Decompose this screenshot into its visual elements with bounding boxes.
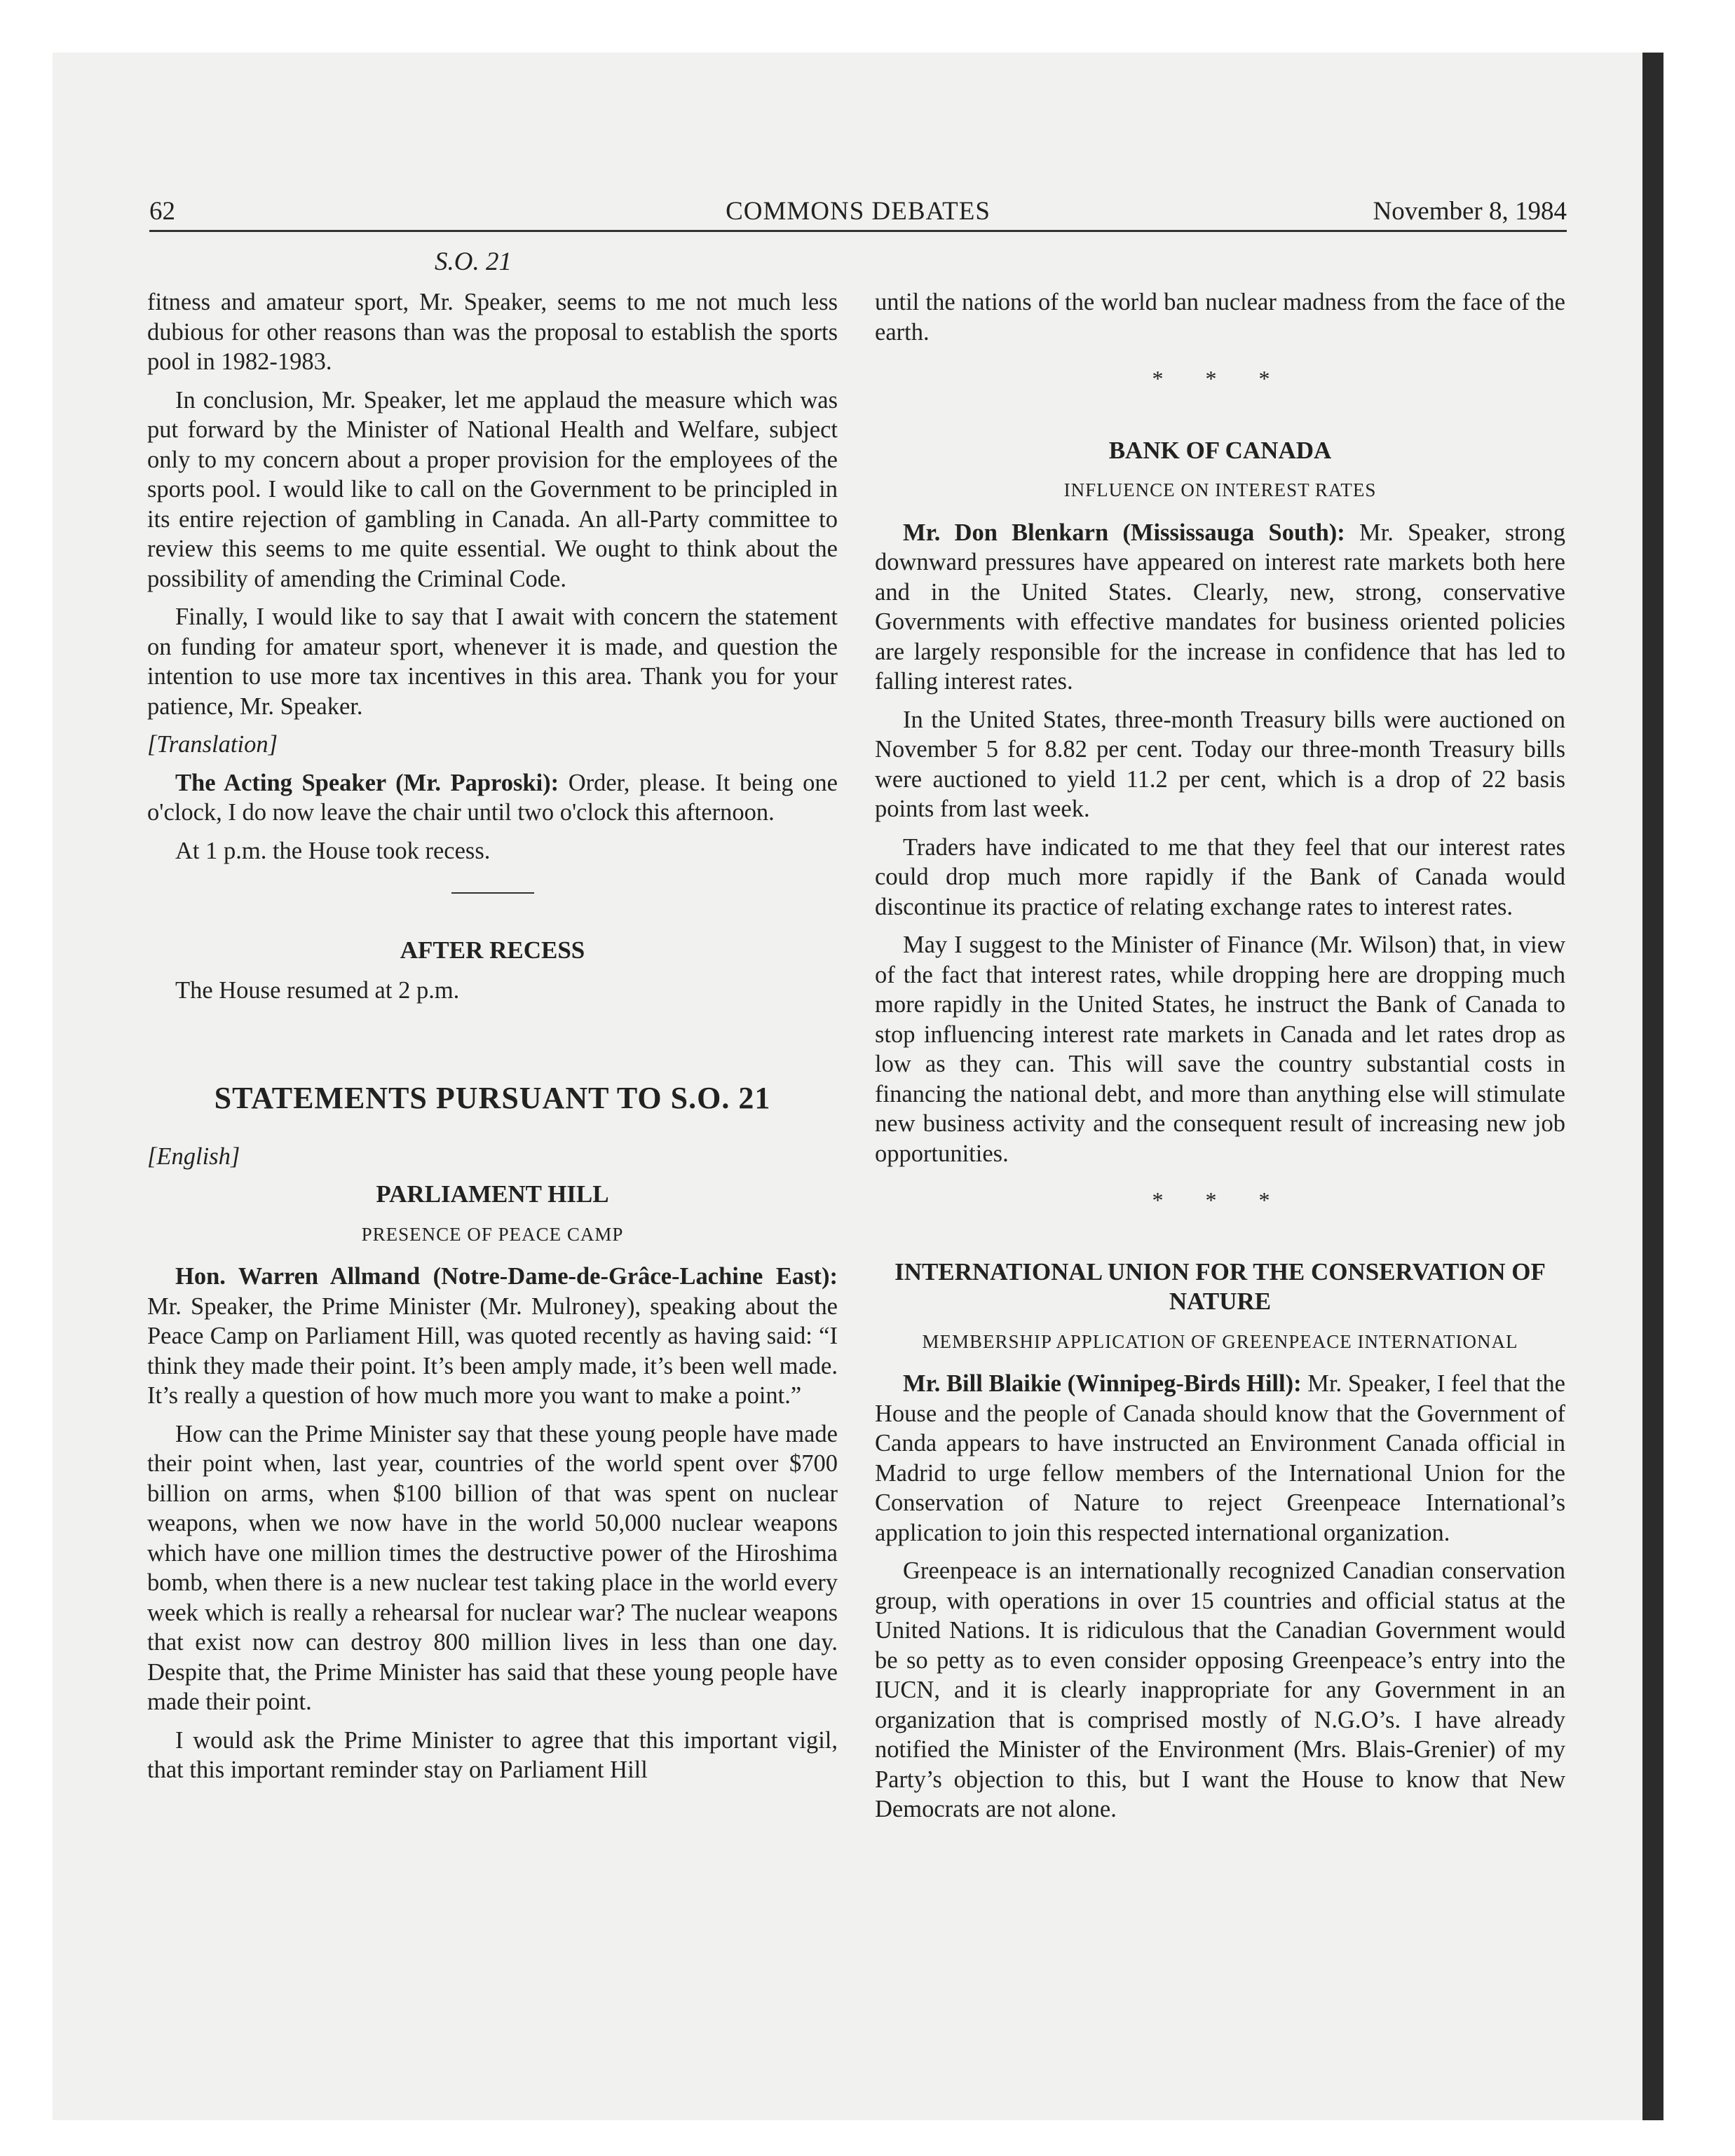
speech-text: Order, please. It being one o'clock, I do now leave the chair until two o'clock this afternoon. — [147, 769, 838, 826]
paragraph: At 1 p.m. the House took recess. — [175, 837, 491, 864]
language-marker: [English] — [147, 1142, 240, 1170]
speech-paragraph — [875, 1369, 1565, 1548]
topic-subheading: INFLUENCE ON INTEREST RATES — [1063, 479, 1377, 500]
speech-paragraph — [147, 1262, 838, 1411]
paragraph: Finally, I would like to say that I await with concern the statement on funding for amateur sport, whenever it is made, and question the intention to use more tax incentives in this area. Thank you for your patience, Mr. Speaker. — [147, 603, 838, 720]
page-date: November 8, 1984 — [1373, 197, 1567, 226]
paragraph: fitness and amateur sport, Mr. Speaker, seems to me not much less dubious for other reasons than was the proposal to establish the sports pool in 1982-1983. — [147, 289, 838, 375]
speaker-name: Hon. Warren Allmand (Notre-Dame-de-Grâce-Lachine East): — [175, 1263, 838, 1290]
section-heading: AFTER RECESS — [400, 936, 585, 964]
topic-subheading: PRESENCE OF PEACE CAMP — [361, 1223, 624, 1245]
paragraph: until the nations of the world ban nuclear madness from the face of the earth. — [875, 289, 1565, 346]
left-column — [147, 287, 838, 1794]
speaker-name: The Acting Speaker (Mr. Paproski): — [175, 769, 559, 796]
topic-heading: BANK OF CANADA — [1108, 436, 1332, 464]
speech-text: Mr. Speaker, strong downward pressures have appeared on interest rate markets both here and in the United States. Clearly, new, strong, conservative Governments with effective mandates for business oriented policies are largely responsible for the increase in confidence that has led to falling interest rates. — [875, 519, 1565, 695]
section-divider — [451, 892, 534, 894]
speech-paragraph — [875, 518, 1565, 697]
page-header — [149, 196, 1567, 232]
paragraph: How can the Prime Minister say that these young people have made their point when, last year, countries of the world spent over $700 billion on arms, when $100 billion of that was spent on nuclear weapons, when we now have in the world 50,000 nuclear weapons which have one million times the destructive power of the Hiroshima bomb, when there is a new nuclear test taking place in the world every week which is really a rehearsal for nuclear war? The nuclear weapons that exist now can destroy 800 million lives in less than one day. Despite that, the Prime Minister has said that these young people have made their point. — [147, 1420, 838, 1715]
paragraph: The House resumed at 2 p.m. — [175, 976, 460, 1004]
page-number: 62 — [149, 197, 175, 226]
speaker-name: Mr. Bill Blaikie (Winnipeg-Birds Hill): — [903, 1370, 1302, 1397]
right-column — [875, 287, 1565, 1833]
section-separator: * * * — [1152, 1187, 1288, 1213]
section-marker: S.O. 21 — [435, 247, 512, 276]
speaker-name: Mr. Don Blenkarn (Mississauga South): — [903, 519, 1345, 546]
paragraph: Traders have indicated to me that they feel that our interest rates could drop much more rapidly if the Bank of Canada would discontinue its practice of relating exchange rates to interest rates. — [875, 833, 1565, 920]
speech-text: Mr. Speaker, the Prime Minister (Mr. Mulroney), speaking about the Peace Camp on Parliament Hill, was quoted recently as having said: “I think they made their point. It’s been amply made, it’s been well made. It’s really a question of how much more you want to make a point.” — [147, 1292, 838, 1409]
paragraph: In conclusion, Mr. Speaker, let me applaud the measure which was put forward by the Minister of National Health and Welfare, subject only to my concern about a proper provision for the employees of the sports pool. I would like to call on the Government to be principled in its entire rejection of gambling in Canada. An all-Party committee to review this seems to me quite essential. We ought to think about the possibility of amending the Criminal Code. — [147, 386, 838, 592]
binding-edge — [1642, 53, 1663, 2120]
paragraph: I would ask the Prime Minister to agree that this important vigil, that this important reminder stay on Parliament Hill — [147, 1726, 838, 1783]
topic-heading: PARLIAMENT HILL — [376, 1180, 609, 1208]
topic-subheading: MEMBERSHIP APPLICATION OF GREENPEACE INTERNATIONAL — [922, 1330, 1518, 1352]
speech-paragraph — [147, 768, 838, 828]
topic-heading: INTERNATIONAL UNION FOR THE CONSERVATION OF NATURE — [894, 1257, 1546, 1315]
paragraph: Greenpeace is an internationally recognized Canadian conservation group, with operations in over 15 countries and official status at the United Nations. It is ridiculous that the Canadian Government would be so petty as to even consider opposing Greenpeace’s entry into the IUCN, and it is clearly inappropriate for any Government in an organization that is comprised mostly of N.G.O’s. I have already notified the Minister of the Environment (Mrs. Blais-Grenier) of my Party’s objection to this, but I want the House to know that New Democrats are not alone. — [875, 1557, 1565, 1822]
paragraph: In the United States, three-month Treasury bills were auctioned on November 5 for 8.82 per cent. Today our three-month Treasury bills were auctioned to yield 11.2 per cent, which is a drop of 22 basis points from last week. — [875, 706, 1565, 822]
language-marker: [Translation] — [147, 731, 278, 758]
section-separator: * * * — [1152, 366, 1288, 391]
publication-title: COMMONS DEBATES — [726, 197, 991, 226]
major-heading: STATEMENTS PURSUANT TO S.O. 21 — [214, 1081, 771, 1115]
speech-text: Mr. Speaker, I feel that the House and the people of Canada should know that the Government of Canda appears to have instructed an Environment Canada official in Madrid to urge fellow members of the International Union for the Conservation of Nature to reject Greenpeace International’s application to join this respected international organization. — [875, 1370, 1565, 1546]
paragraph: May I suggest to the Minister of Finance (Mr. Wilson) that, in view of the fact that interest rates, while dropping here are dropping much more rapidly in the United States, he instruct the Bank of Canada to stop influencing interest rate markets in Canada and let rates drop as low as they can. This will save the country substantial costs in financing the national debt, and more than anything else will stimulate new business activity and the consequent result of increasing new job opportunities. — [875, 932, 1565, 1167]
